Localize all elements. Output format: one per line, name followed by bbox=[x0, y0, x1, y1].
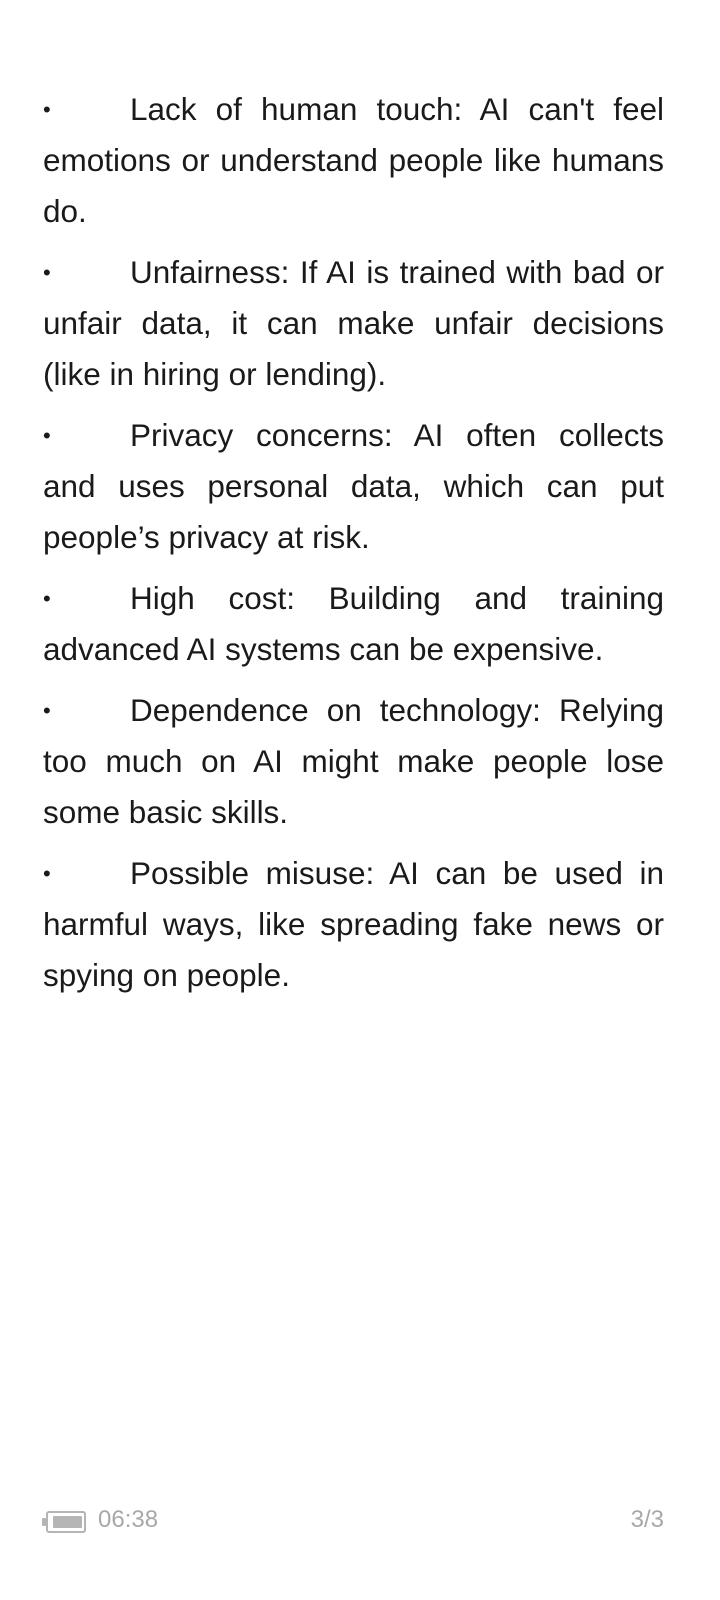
bullet-marker: • bbox=[43, 423, 51, 448]
bullet-marker: • bbox=[43, 97, 51, 122]
list-item bbox=[43, 84, 664, 237]
reader-footer bbox=[0, 1500, 720, 1544]
bullet-marker: • bbox=[43, 861, 51, 886]
list-item-text: Unfairness: If AI is trained with bad or unfair data, it can make unfair decisions (like in hiring or lending). bbox=[43, 254, 664, 392]
list-item bbox=[43, 848, 664, 1001]
list-item bbox=[43, 410, 664, 563]
list-item-text: High cost: Building and training advanced AI systems can be expensive. bbox=[43, 580, 664, 667]
list-item bbox=[43, 247, 664, 400]
list-item-text: Lack of human touch: AI can't feel emotions or understand people like humans do. bbox=[43, 91, 664, 229]
battery-fill bbox=[53, 1516, 82, 1528]
list-item-text: Privacy concerns: AI often collects and uses personal data, which can put people’s privacy at risk. bbox=[43, 417, 664, 555]
battery-icon bbox=[42, 1511, 86, 1533]
list-item-text: Dependence on technology: Relying too much on AI might make people lose some basic skills. bbox=[43, 692, 664, 830]
list-item-text: Possible misuse: AI can be used in harmful ways, like spreading fake news or spying on people. bbox=[43, 855, 664, 993]
list-item bbox=[43, 685, 664, 838]
bullet-marker: • bbox=[43, 698, 51, 723]
document-page bbox=[43, 84, 664, 1011]
list-item bbox=[43, 573, 664, 675]
clock-time: 06:38 bbox=[98, 1506, 159, 1533]
bullet-marker: • bbox=[43, 260, 51, 285]
page-indicator: 3/3 bbox=[630, 1506, 664, 1533]
bullet-marker: • bbox=[43, 586, 51, 611]
